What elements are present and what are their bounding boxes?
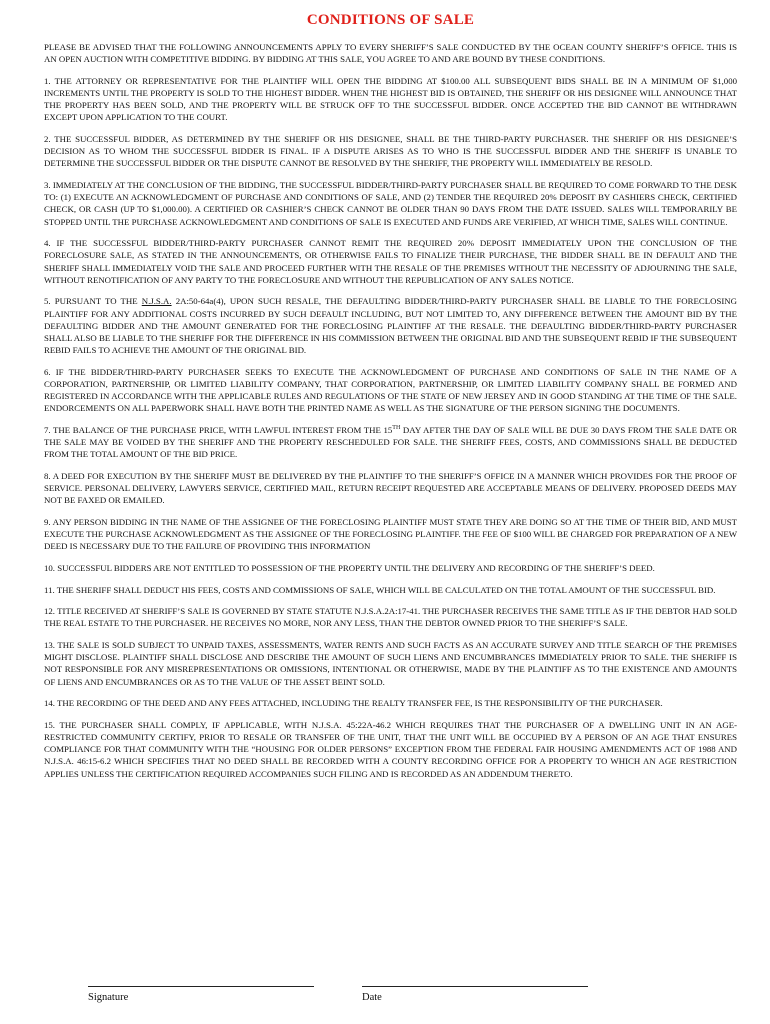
condition-2: 2. THE SUCCESSFUL BIDDER, AS DETERMINED BY THE SHERIFF OR HIS DESIGNEE, SHALL BE THE THIRD-PARTY PURCHASER. THE SHERIFF OR HIS DESIGNEE’S DECISION AS TO WHOM THE SUCCESSFUL BIDDER IS FINAL. IF A DISPUTE ARISES AS TO WHO IS THE SUCCESSFUL BIDDER AND THE SHERIFF IS UNABLE TO DETERMINE THE SUCCESSFUL BIDDER OR THE DISPUTE CANNOT BE RESOLVED BY THE SHERIFF, THE PROPERTY WILL IMMEDIATELY BE RESOLD. bbox=[44, 134, 737, 169]
condition-7 bbox=[44, 424, 737, 461]
condition-5-prefix: 5. PURSUANT TO THE bbox=[44, 296, 142, 307]
condition-5 bbox=[44, 295, 737, 356]
condition-8: 8. A DEED FOR EXECUTION BY THE SHERIFF MUST BE DELIVERED BY THE PLAINTIFF TO THE SHERIFF’S OFFICE IN A MANNER WHICH PROVIDES FOR THE PROOF OF SERVICE. PERSONAL DELIVERY, LAWYERS SERVICE, CERTIFIED MAIL, RETURN RECEIPT REQUESTED ARE ACCEPTABLE MEANS OF DELIVERY. PROPOSED DEEDS MAY NOT BE FAXED OR EMAILED. bbox=[44, 471, 737, 506]
intro-paragraph: PLEASE BE ADVISED THAT THE FOLLOWING ANNOUNCEMENTS APPLY TO EVERY SHERIFF’S SALE CONDUCTED BY THE OCEAN COUNTY SHERIFF’S OFFICE. THIS IS AN OPEN AUCTION WITH COMPETITIVE BIDDING. BY BIDDING AT THIS SALE, YOU AGREE TO AND ARE BOUND BY THESE CONDITIONS. bbox=[44, 42, 737, 65]
condition-15: 15. THE PURCHASER SHALL COMPLY, IF APPLICABLE, WITH N.J.S.A. 45:22A-46.2 WHICH REQUIRES THAT THE PURCHASER OF A DWELLING UNIT IN AN AGE-RESTRICTED COMMUNITY CERTIFY, PRIOR TO RESALE OR TRANSFER OF THE UNIT, THAT THE UNIT WILL BE OCCUPIED BY A PERSON OF AN AGE THAT ENSURES COMPLIANCE FOR THAT COMMUNITY WITH THE “HOUSING FOR OLDER PERSONS” EXCEPTION FROM THE FEDERAL FAIR HOUSING AMENDMENTS ACT OF 1988 AND N.J.S.A. 46:15-6.2 WHICH SPECIFIES THAT NO DEED SHALL BE RECORDED WITH A COUNTY RECORDING OFFICE FOR A PROPERTY TO WHICH AN AGE RESTRICTION APPLIES UNLESS THE CERTIFICATION REQUIRED ACCOMPANIES SUCH FILING AND IS RECORDED AS AN ADDENDUM THERETO. bbox=[44, 719, 737, 779]
date-line[interactable] bbox=[362, 986, 588, 987]
condition-6: 6. IF THE BIDDER/THIRD-PARTY PURCHASER SEEKS TO EXECUTE THE ACKNOWLEDGMENT OF PURCHASE AND CONDITIONS OF SALE IN THE NAME OF A CORPORATION, PARTNERSHIP, OR LIMITED LIABILITY COMPANY, THAT CORPORATION, PARTNERSHIP, OR LIMITED LIABILITY COMPANY SHALL BE FORMED AND REGISTERED IN ACCORDANCE WITH THE APPLICABLE RULES AND REGULATIONS OF THE STATE OF NEW JERSEY AND IN GOOD STANDING AT THE TIME OF THE SALE. ENDORCEMENTS ON ALL PAPERWORK SHALL HAVE BOTH THE PRINTED NAME AS WELL AS THE SIGNATURE OF THE PERSON SIGNING THE DOCUMENTS. bbox=[44, 366, 737, 414]
condition-7-text: DAY AFTER THE DAY OF SALE WILL BE DUE 30 DAYS FROM THE SALE DATE OR THE SALE MAY BE VOIDED BY THE SHERIFF AND THE PROPERTY RESCHEDULED FOR SALE. THE SHERIFF FEES, COSTS, AND COMMISSIONS SHALL BE DEDUCTED FROM THE TOTAL AMOUNT OF THE BID PRICE. bbox=[44, 425, 737, 460]
signature-row bbox=[0, 986, 770, 1016]
condition-1: 1. THE ATTORNEY OR REPRESENTATIVE FOR THE PLAINTIFF WILL OPEN THE BIDDING AT $100.00 ALL SUBSEQUENT BIDS SHALL BE IN A MINIMUM OF $1,000 INCREMENTS UNTIL THE PROPERTY IS SOLD TO THE HIGHEST BIDDER. WHEN THE HIGHEST BID IS OBTAINED, THE SHERIFF OR HIS DESIGNEE WILL ANNOUNCE THAT THE PROPERTY HAS BEEN SOLD, AND THE PROPERTY WILL BE STRUCK OFF TO THE SUCCESSFUL BIDDER. ONCE ACCEPTED THE BID CANNOT BE WITHDRAWN EXCEPT UPON APPLICATION TO THE COURT. bbox=[44, 75, 737, 123]
condition-10: 10. SUCCESSFUL BIDDERS ARE NOT ENTITLED TO POSSESSION OF THE PROPERTY UNTIL THE DELIVERY AND RECORDING OF THE SHERIFF’S DEED. bbox=[44, 563, 655, 574]
signature-line[interactable] bbox=[88, 986, 314, 987]
signature-label: Signature bbox=[88, 992, 129, 1003]
statute-reference: N.J.S.A. bbox=[141, 296, 172, 307]
condition-4: 4. IF THE SUCCESSFUL BIDDER/THIRD-PARTY PURCHASER CANNOT REMIT THE REQUIRED 20% DEPOSIT IMMEDIATELY UPON THE CONCLUSION OF THE FORECLOSURE SALE, AS STATED IN THE ANNOUNCEMENTS, OR OTHERWISE FAILS TO FINALIZE THEIR PURCHASE, THE BIDDER SHALL BE IN DEFAULT AND THE SHERIFF SHALL IMMEDIATELY VOID THE SALE AND PROCEED FURTHER WITH THE RESALE OF THE PREMISES WITHOUT THE NECESSITY OF ADJOURNING THE SALE, WITHOUT RENOTIFICATION OF ANY PARTY TO THE FORECLOSURE AND WITHOUT THE REPUBLICATION OF ANY SALES NOTICE. bbox=[44, 238, 737, 285]
ordinal-superscript: TH bbox=[392, 425, 401, 432]
condition-5-text: 2A:50-64a(4), UPON SUCH RESALE, THE DEFAULTING BIDDER/THIRD-PARTY PURCHASER SHALL BE LIABLE TO THE FORECLOSING PLAINTIFF FOR ANY ADDITIONAL COSTS INCURRED BY SUCH DEFAULT INCLUDING, BUT NOT LIMITED TO, ANY DIFFERENCE BETWEEN THE AMOUNT BID BY THE DEFAULTING BIDDER AND THE AMOUNT GENERATED FOR THE FORECLOSING PLAINTIFF AT THE RESALE. THE DEFAULTING BIDDER/THIRD-PARTY PURCHASER SHALL ALSO BE LIABLE TO THE SHERIFF FOR THE DIFFERENCE IN HIS COMMISSION BETWEEN THE ORIGINAL BID AND THE SUBSEQUENT REBID IF THE SUBSEQUENT REBID FAILS TO ACHIEVE THE AMOUNT OF THE ORIGINAL BID. bbox=[44, 296, 737, 356]
condition-3: 3. IMMEDIATELY AT THE CONCLUSION OF THE BIDDING, THE SUCCESSFUL BIDDER/THIRD-PARTY PURCHASER SHALL BE REQUIRED TO COME FORWARD TO THE DESK TO: (1) EXECUTE AN ACKNOWLEDGMENT OF PURCHASE AND CONDITIONS OF SALE, AND (2) TENDER THE REQUIRED 20% DEPOSIT BY CASHIERS CHECK, CERTIFIED CHECK, OR CASH (UP TO $1,000.00). A CERTIFIED OR CASHIER’S CHECK CANNOT BE OLDER THAN 90 DAYS FROM THE DATE ISSUED. SALES WILL TEMPORARILY BE STOPPED UNTIL THE PURCHASE ACKNOWLEDGMENT AND CONDITIONS OF SALE IS EXECUTED AND FUNDS ARE VERIFIED, AT WHICH TIME, SALES WILL CONTINUE. bbox=[44, 180, 737, 227]
condition-13: 13. THE SALE IS SOLD SUBJECT TO UNPAID TAXES, ASSESSMENTS, WATER RENTS AND SUCH FACTS AS AN ACCURATE SURVEY AND TITLE SEARCH OF THE PREMISES MIGHT DISCLOSE. PLAINTIFF SHALL DISCLOSE AND DESCRIBE THE AMOUNT OF SUCH LIENS AND ENCUMBRANCES IMMEDIATELY PRIOR TO SALE. THE SHERIFF IS NOT RESPONSIBLE FOR ANY MISREPRESENTATIONS OR OMISSIONS, INTENTIONAL OR OTHERWISE, MADE BY THE PLAINTIFF AS TO THE EXISTENCE AND AMOUNTS OF LIENS AND ENCUMBRANCES OR AS TO THE VALUE OF THE ASSET BEINT SOLD. bbox=[44, 640, 737, 687]
condition-9: 9. ANY PERSON BIDDING IN THE NAME OF THE ASSIGNEE OF THE FORECLOSING PLAINTIFF MUST STATE THEY ARE DOING SO AT THE TIME OF THEIR BID, AND MUST EXECUTE THE PURCHASE ACKNOWLEDGMENT AS THE ASSIGNEE OF THE FORECLOSING PLAINTIFF. THE FEE OF $100 WILL BE CHARGED FOR PREPARATION OF A NEW DEED IS NECESSARY DUE TO THE FAILURE OF PROVIDING THIS INFORMATION bbox=[44, 517, 737, 552]
condition-12: 12. TITLE RECEIVED AT SHERIFF’S SALE IS GOVERNED BY STATE STATUTE N.J.S.A.2A:17-41. THE PURCHASER RECEIVES THE SAME TITLE AS IF THE DEBTOR HAD SOLD THE REAL ESTATE TO THE PURCHASER. HE RECEIVES NO MORE, NOR ANY LESS, THAN THE DEBTOR OWNED PRIOR TO THE SHERIFF’S SALE. bbox=[44, 606, 737, 629]
condition-14: 14. THE RECORDING OF THE DEED AND ANY FEES ATTACHED, INCLUDING THE REALTY TRANSFER FEE, IS THE RESPONSIBILITY OF THE PURCHASER. bbox=[44, 698, 663, 709]
condition-7-prefix: 7. THE BALANCE OF THE PURCHASE PRICE, WITH LAWFUL INTEREST FROM THE 15 bbox=[44, 425, 393, 436]
page-title: CONDITIONS OF SALE bbox=[306, 12, 475, 28]
condition-11: 11. THE SHERIFF SHALL DEDUCT HIS FEES, COSTS AND COMMISSIONS OF SALE, WHICH WILL BE CALCULATED ON THE TOTAL AMOUNT OF THE SUCCESSFUL BID. bbox=[44, 584, 716, 595]
date-label: Date bbox=[362, 992, 382, 1003]
